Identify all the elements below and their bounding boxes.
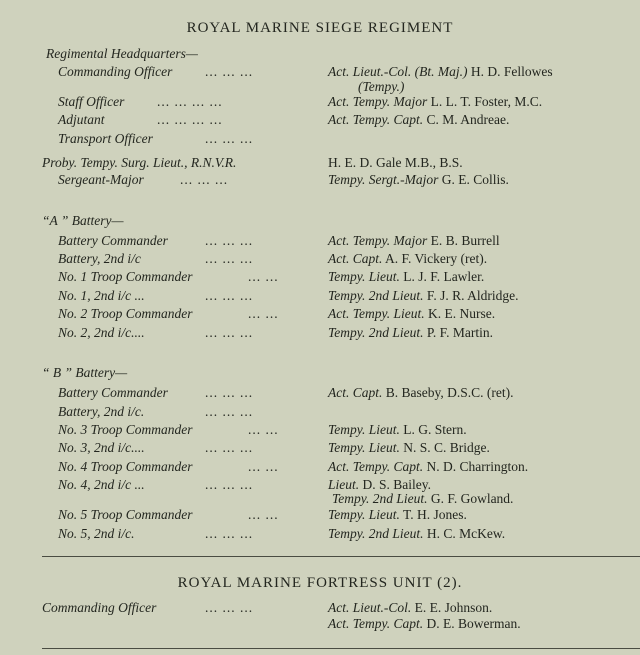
officer-name: F. J. R. Aldridge. [426,288,519,303]
a-battery-heading: “A ” Battery— [42,213,124,228]
leader-dots: ... ... [248,269,279,284]
table-row [0,459,640,477]
rank-text: Act. Tempy. Major [328,233,428,248]
officer-name: G. E. Collis. [441,172,509,187]
role-label: No. 4 Troop Commander [58,459,193,474]
officer-name: E. E. Johnson. [414,600,493,615]
role-label: Commanding Officer [42,600,157,615]
person-entry [328,526,505,542]
rank-text: Lieut. [328,477,360,492]
table-row [0,422,640,440]
role-label: Battery Commander [58,385,168,400]
role-label: No. 3, 2nd i/c.... [58,440,145,455]
person-entry [328,385,514,401]
role-label: Commanding Officer [58,64,173,79]
person-entry [328,440,490,456]
table-row [0,233,640,251]
leader-dots: ... ... ... [205,64,254,79]
table-row [0,385,640,403]
person-entry [328,325,493,341]
leader-dots: ... ... ... [205,404,254,419]
officer-name: A. F. Vickery (ret). [385,251,488,266]
officer-name: N. S. C. Bridge. [403,440,490,455]
leader-dots: ... ... [248,459,279,474]
leader-dots: ... ... ... [205,477,254,492]
officer-name: K. E. Nurse. [428,306,496,321]
leader-dots: ... ... [248,306,279,321]
role-label: Battery, 2nd i/c [58,251,141,266]
rank-text: Tempy. Lieut. [328,422,400,437]
rank-text: Tempy. 2nd Lieut. [328,325,424,340]
b-battery-heading: “ B ” Battery— [42,365,128,380]
person-entry [328,507,467,523]
table-row [0,251,640,269]
regiment-title: ROYAL MARINE SIEGE REGIMENT [186,20,454,36]
role-label: Adjutant [58,112,105,127]
role-label: No. 1 Troop Commander [58,269,193,284]
role-label: No. 3 Troop Commander [58,422,193,437]
rank-text: Tempy. Lieut. [328,507,400,522]
person-entry [328,172,509,188]
role-label: No. 4, 2nd i/c ... [58,477,145,492]
rank-text: Tempy. 2nd Lieut. [328,288,424,303]
role-label: No. 5 Troop Commander [58,507,193,522]
table-row [0,404,640,422]
role-label: Staff Officer [58,94,125,109]
leader-dots: ... ... ... ... [157,94,223,109]
rank-text: Tempy. Lieut. [328,440,400,455]
person-entry [328,155,463,171]
person-entry [328,306,495,322]
leader-dots: ... ... ... [205,288,254,303]
rank-text: Act. Tempy. Capt. [328,112,424,127]
table-row [0,269,640,287]
leader-dots: ... ... ... [205,385,254,400]
rank-text: Act. Tempy. Capt. [328,459,424,474]
rank-text: Act. Tempy. Lieut. [328,306,425,321]
person-entry [328,459,528,475]
role-label: Battery Commander [58,233,168,248]
role-label: Sergeant-Major [58,172,144,187]
table-row [0,325,640,343]
person-entry [328,600,492,616]
fortress-unit-title: ROYAL MARINE FORTRESS UNIT (2). [177,575,463,591]
rank-text: Act. Lieut.-Col. [328,600,412,615]
leader-dots: ... ... ... [180,172,229,187]
table-row [0,172,640,190]
officer-name: C. M. Andreae. [426,112,510,127]
officer-name: P. F. Martin. [426,325,493,340]
table-row [0,112,640,130]
officer-name: H. C. McKew. [426,526,506,541]
leader-dots: ... ... ... [205,526,254,541]
officer-name: T. H. Jones. [403,507,467,522]
bottom-divider [42,648,640,649]
table-row [0,507,640,525]
role-label: No. 2 Troop Commander [58,306,193,321]
officer-name: N. D. Charrington. [426,459,529,474]
leader-dots: ... ... ... [205,233,254,248]
officer-name: L. L. T. Foster, M.C. [430,94,543,109]
role-label: Battery, 2nd i/c. [58,404,145,419]
officer-name: D. S. Bailey. [362,477,432,492]
table-row [0,440,640,458]
leader-dots: ... ... ... [205,131,254,146]
rank-text: Tempy. 2nd Lieut. [328,526,424,541]
rank-text: Act. Tempy. Major [328,94,428,109]
person-entry [332,491,513,507]
rank-text: Tempy. Lieut. [328,269,400,284]
officer-name: H. D. Fellowes [470,64,553,79]
leader-dots: ... ... [248,422,279,437]
rank-text: Act. Capt. [328,385,383,400]
table-row [0,94,640,112]
person-entry [328,112,509,128]
table-row [0,288,640,306]
officer-name: L. G. Stern. [403,422,467,437]
role-label: No. 5, 2nd i/c. [58,526,135,541]
person-entry [328,422,467,438]
person-entry [358,79,404,95]
leader-dots: ... ... ... ... [157,112,223,127]
leader-dots: ... ... [248,507,279,522]
leader-dots: ... ... ... [205,600,254,615]
officer-name: D. E. Bowerman. [426,616,521,631]
leader-dots: ... ... ... [205,251,254,266]
leader-dots: ... ... ... [205,440,254,455]
table-row [0,131,640,149]
rank-text: (Tempy.) [358,79,405,94]
officer-name: H. E. D. Gale M.B., B.S. [328,155,463,170]
role-label: No. 2, 2nd i/c.... [58,325,145,340]
officer-name: G. F. Gowland. [430,491,514,506]
table-row [0,155,640,173]
person-entry [328,94,542,110]
role-label: Proby. Tempy. Surg. Lieut., R.N.V.R. [42,155,237,170]
officer-name: E. B. Burrell [430,233,500,248]
section-divider [42,556,640,557]
rank-text: Act. Capt. [328,251,383,266]
role-label: Transport Officer [58,131,153,146]
officer-name: L. J. F. Lawler. [403,269,485,284]
leader-dots: ... ... ... [205,325,254,340]
person-entry [328,64,553,80]
rank-text: Act. Lieut.-Col. (Bt. Maj.) [328,64,468,79]
person-entry [328,616,521,632]
table-row [0,616,640,634]
rank-text: Tempy. Sergt.-Major [328,172,439,187]
role-label: No. 1, 2nd i/c ... [58,288,145,303]
table-row [0,526,640,544]
hq-heading: Regimental Headquarters— [46,46,198,61]
person-entry [328,251,487,267]
rank-text: Tempy. 2nd Lieut. [332,491,428,506]
person-entry [328,233,500,249]
person-entry [328,269,484,285]
person-entry [328,288,518,304]
rank-text: Act. Tempy. Capt. [328,616,424,631]
table-row [0,306,640,324]
officer-name: B. Baseby, D.S.C. (ret). [385,385,514,400]
